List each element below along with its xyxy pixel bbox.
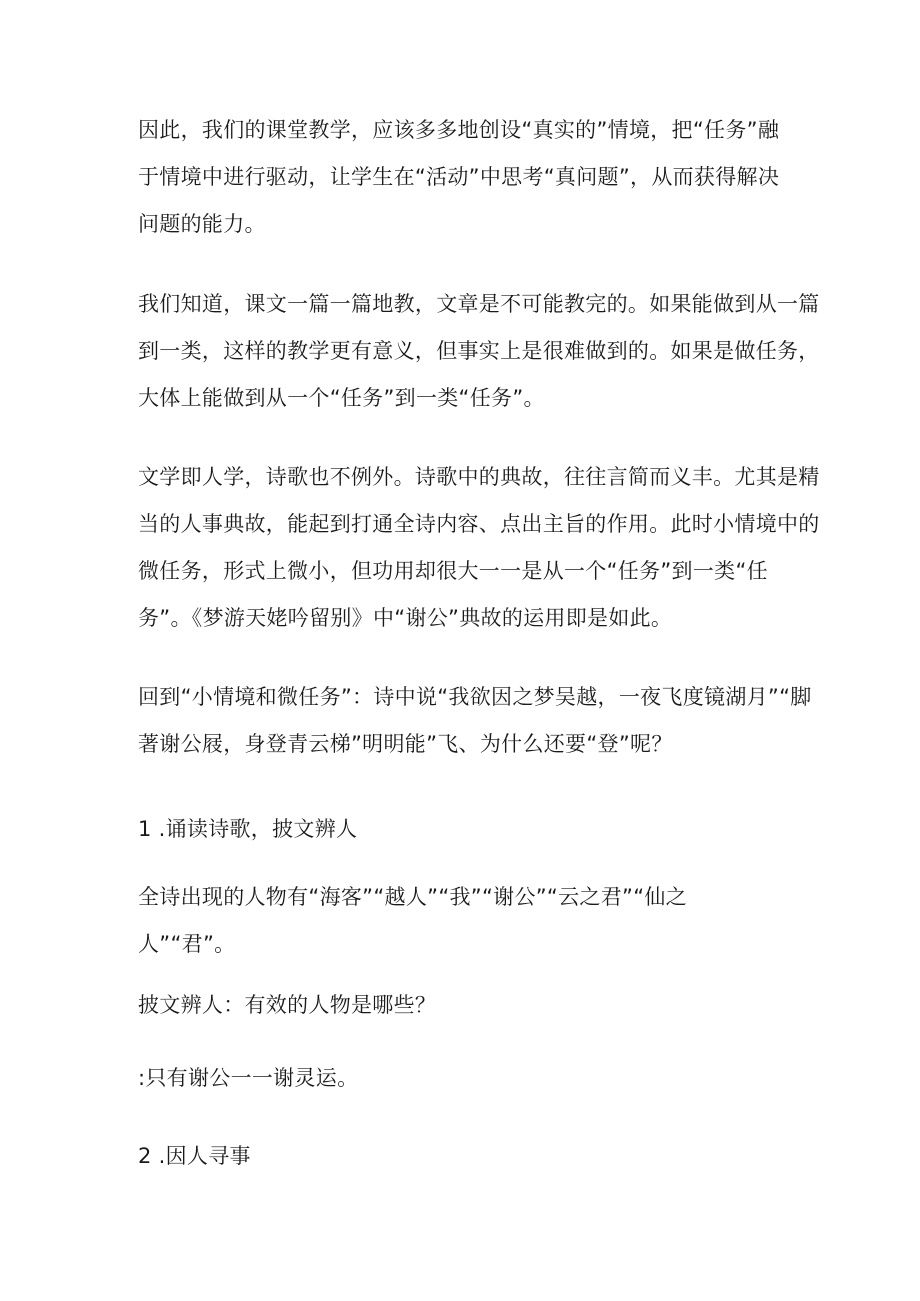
section-heading-2: 2 .因人寻事 bbox=[138, 1144, 251, 1168]
paragraph-2-line-2: 到一类，这样的教学更有意义，但事实上是很难做到的。如果是做任务， bbox=[138, 339, 820, 363]
paragraph-1-line-3: 问题的能力。 bbox=[138, 212, 266, 236]
paragraph-2-line-3: 大体上能做到从一个“任务”到一类“任务”。 bbox=[138, 386, 545, 410]
paragraph-5-line-2: 人”“君”。 bbox=[138, 932, 236, 956]
paragraph-3-line-3: 微任务，形式上微小，但功用却很大一一是从一个“任务”到一类“任 bbox=[138, 559, 768, 583]
paragraph-3-line-4: 务”。《梦游天姥吟留别》中“谢公”典故的运用即是如此。 bbox=[138, 606, 673, 630]
paragraph-5-line-1: 全诗出现的人物有“海客”“越人”“我”“谢公”“云之君”“仙之 bbox=[138, 885, 687, 909]
paragraph-1-line-1: 因此，我们的课堂教学，应该多多地创设“真实的”情境，把“任务”融 bbox=[138, 118, 780, 142]
paragraph-4-line-1: 回到“小情境和微任务”：诗中说“我欲因之梦吴越，一夜飞度镜湖月”“脚 bbox=[138, 685, 812, 709]
section-heading-1: 1 .诵读诗歌，披文辨人 bbox=[138, 817, 358, 841]
paragraph-6: 披文辨人：有效的人物是哪些？ bbox=[138, 993, 437, 1017]
paragraph-3-line-1: 文学即人学，诗歌也不例外。诗歌中的典故，往往言简而义丰。尤其是精 bbox=[138, 465, 820, 489]
paragraph-2-line-1: 我们知道，课文一篇一篇地教，文章是不可能教完的。如果能做到从一篇 bbox=[138, 292, 820, 316]
paragraph-7: :只有谢公一一谢灵运。 bbox=[138, 1066, 359, 1090]
paragraph-3-line-2: 当的人事典故，能起到打通全诗内容、点出主旨的作用。此时小情境中的 bbox=[138, 512, 820, 536]
paragraph-4-line-2: 著谢公屐，身登青云梯”明明能”飞、为什么还要“登”呢？ bbox=[138, 732, 673, 756]
paragraph-1-line-2: 于情境中进行驱动，让学生在“活动”中思考“真问题”，从而获得解决 bbox=[138, 165, 780, 189]
